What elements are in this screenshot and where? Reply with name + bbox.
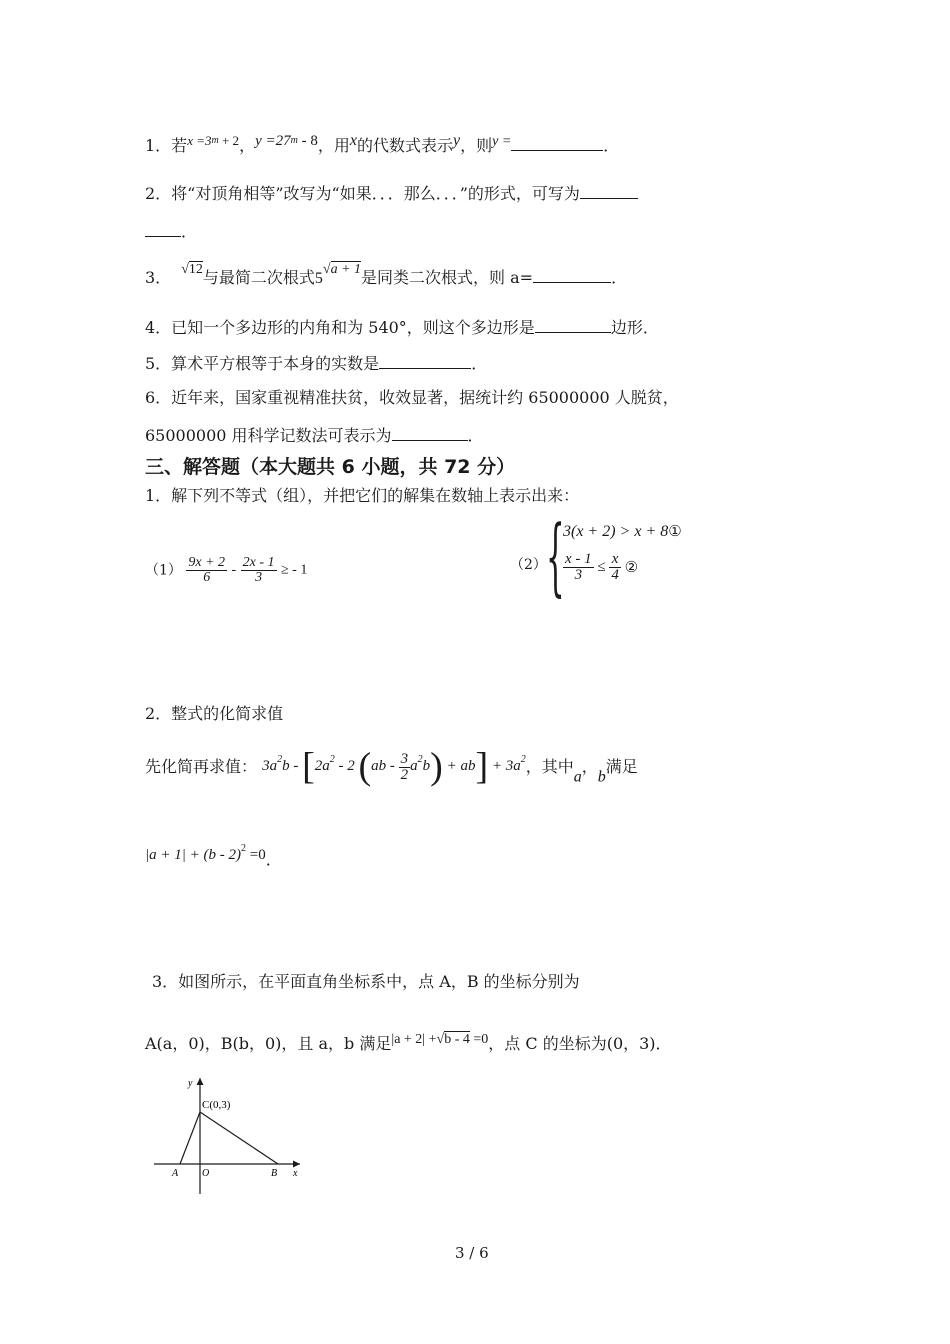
question-6-line2 xyxy=(145,428,484,444)
label-y: y xyxy=(188,1078,193,1089)
p2-lead: 先化简再求值： xyxy=(145,757,258,776)
q5-answer-blank xyxy=(379,367,471,369)
q1-x-expr: x =3 xyxy=(187,133,212,148)
p2-expr-c: 2a xyxy=(314,758,330,775)
label-x: x xyxy=(293,1168,298,1179)
p3-cond-tail: =0 xyxy=(469,1032,489,1047)
p3-cond: |a + 2| + xyxy=(391,1032,437,1047)
p3-sqrt: √b - 4 xyxy=(436,1032,470,1047)
p2-frac-den: 2 xyxy=(400,766,409,783)
p2-expr-a: 3a xyxy=(262,758,278,775)
q1-x-var: x xyxy=(349,132,357,149)
q6-end: ． xyxy=(467,426,484,445)
q3-mid: 与最简二次根式 xyxy=(202,268,315,287)
coordinate-figure xyxy=(150,1072,320,1202)
p2-right-bracket: ] xyxy=(475,746,489,788)
problem-2-expression xyxy=(145,748,638,786)
problem-2-condition xyxy=(145,843,282,869)
question-5 xyxy=(145,356,487,372)
p1-frac1-num: 9x + 2 xyxy=(188,555,226,570)
p1-frac2-den: 3 xyxy=(255,570,263,585)
q1-y-var: y xyxy=(452,132,461,149)
q3-sqrt-12: √12 xyxy=(181,262,203,277)
q6-answer-blank xyxy=(392,439,468,441)
p2-expr xyxy=(262,746,526,788)
q3-rad2: a + 1 xyxy=(330,262,362,277)
q3-sqrt-a1: √a + 1 xyxy=(322,262,362,277)
p2-tail2: 满足 xyxy=(605,757,638,776)
q3-answer-blank xyxy=(533,281,611,283)
p2-expr-f: a xyxy=(410,758,418,775)
p1-system-brace: { xyxy=(546,507,565,605)
q4-text: 4．已知一个多边形的内角和为 540°，则这个多边形是 xyxy=(145,318,535,337)
p2-left-bracket: [ xyxy=(302,746,315,788)
p2-period: ． xyxy=(265,850,282,869)
p2-expr-i: + 3a xyxy=(491,758,521,775)
p1-part2-frac1 xyxy=(563,552,594,583)
p1-part2-frac2-den: 4 xyxy=(611,567,619,583)
problem-1-intro: 1．解下列不等式（组），并把它们的解集在数轴上表示出来： xyxy=(145,486,580,505)
p1-part2-frac1-num: x - 1 xyxy=(565,551,592,567)
q4-tail: 边形． xyxy=(610,318,659,337)
q2-end: ． xyxy=(181,222,198,241)
q1-x-tail: + 2 xyxy=(218,133,240,148)
q2-text: 2．将“对顶角相等”改写为“如果．．．那么．．．”的形式，可写为 xyxy=(145,184,580,203)
q1-number: 1．若 xyxy=(145,136,188,155)
q3-rad1: 12 xyxy=(188,262,203,277)
problem-1-part1 xyxy=(145,556,307,585)
p2-expr-i-sup: 2 xyxy=(520,754,526,766)
p3-line2a: A(a，0)，B(b，0)，且 a，b 满足 xyxy=(145,1034,392,1053)
p1-frac2-num: 2x - 1 xyxy=(242,555,275,570)
problem-2-title: 2．整式的化简求值 xyxy=(145,704,284,723)
p2-expr-h: + ab xyxy=(446,758,476,775)
q3-tail: 是同类二次根式，则 a= xyxy=(361,268,534,287)
q3-coef: 5 xyxy=(314,270,323,287)
p2-comma: ， xyxy=(581,757,598,776)
q1-y-tail: - 8 xyxy=(297,133,318,149)
p1-part2-frac1-den: 3 xyxy=(574,567,583,583)
p1-part2-frac2-num: x xyxy=(609,552,621,568)
q6-line1: 6．近年来，国家重视精准扶贫，收效显著，据统计约 65000000 人脱贫， xyxy=(145,388,679,407)
question-1 xyxy=(145,132,620,155)
problem-3-line2 xyxy=(145,1032,672,1053)
q2-answer-blank-1 xyxy=(580,197,638,199)
label-b: B xyxy=(271,1168,278,1179)
p1-frac1 xyxy=(186,556,227,585)
question-4 xyxy=(145,320,659,336)
question-6-line1 xyxy=(145,390,679,406)
p1-part2-row2 xyxy=(563,552,638,583)
p2-tail1: ，其中 xyxy=(525,757,574,776)
q1-sep2: ，用 xyxy=(317,136,350,155)
p2-frac xyxy=(399,752,411,783)
label-o: O xyxy=(202,1168,210,1179)
p2-right-paren: ) xyxy=(430,746,443,788)
p3-line2b: ，点 C 的坐标为(0，3)． xyxy=(488,1034,672,1053)
q1-mid: 的代数式表示 xyxy=(356,136,453,155)
p2-expr-f-sup: 2 xyxy=(417,754,423,766)
section-3-title: 三、解答题（本大题共 6 小题，共 72 分） xyxy=(145,456,516,478)
problem-3-line1: 3．如图所示，在平面直角坐标系中，点 A，B 的坐标分别为 xyxy=(152,972,580,991)
q3-number: 3． xyxy=(145,268,172,287)
p1-frac1-den: 6 xyxy=(203,570,211,585)
p2-expr-c-sup: 2 xyxy=(329,754,335,766)
p2-frac-num: 3 xyxy=(400,750,409,767)
p2-expr-e: ab - xyxy=(371,758,395,775)
p1-part2-le: ≤ xyxy=(597,559,606,575)
p2-cond-tail: =0 xyxy=(245,847,266,863)
q1-answer-blank xyxy=(511,149,603,151)
page-number: 3 / 6 xyxy=(455,1244,489,1262)
p1-frac2 xyxy=(241,556,277,585)
label-a: A xyxy=(172,1168,179,1179)
q1-y-eq: y = xyxy=(492,134,512,149)
q1-y-expr: y =27 xyxy=(255,133,291,149)
triangle-abc xyxy=(180,1112,278,1164)
question-2-line2 xyxy=(145,224,197,240)
p2-left-paren: ( xyxy=(358,746,372,788)
p1-part2-label: （2） xyxy=(510,557,547,573)
label-c: C(0,3) xyxy=(202,1099,231,1111)
p2-var-b: b xyxy=(597,768,606,786)
p1-part2-row1 xyxy=(563,524,682,540)
q5-end: ． xyxy=(471,354,488,373)
q1-end: ． xyxy=(603,136,620,155)
question-2-line1 xyxy=(145,186,638,202)
p2-expr-a-sup: 2 xyxy=(277,754,283,766)
question-3 xyxy=(145,262,628,287)
p2-cond: |a + 1| + (b - 2) xyxy=(145,847,241,863)
p2-expr-d: - 2 xyxy=(338,758,355,775)
p1-rhs: ≥ - 1 xyxy=(280,562,308,578)
q1-y-exp: m xyxy=(290,135,298,146)
p2-cond-sup: 2 xyxy=(240,843,246,854)
q6-line2: 65000000 用科学记数法可表示为 xyxy=(145,426,392,445)
p2-var-a: a xyxy=(573,768,582,786)
q4-answer-blank xyxy=(535,331,611,333)
q2-answer-blank-2 xyxy=(145,235,181,237)
q5-text: 5．算术平方根等于本身的实数是 xyxy=(145,354,380,373)
p1-minus: - xyxy=(231,562,237,578)
p1-part2-mark2: ② xyxy=(624,558,639,576)
p1-part2-ineq1: 3(x + 2) > x + 8 xyxy=(563,523,669,540)
p1-part1-label: （1） xyxy=(145,562,182,579)
p3-rad: b - 4 xyxy=(444,1032,470,1047)
p1-part2-mark1: ① xyxy=(668,522,682,540)
q3-end: ． xyxy=(611,268,628,287)
p2-expr-b: b - xyxy=(282,758,299,775)
q1-then: ，则 xyxy=(460,136,493,155)
q1-sep1: ， xyxy=(239,136,256,155)
p1-part2-frac2 xyxy=(609,552,621,583)
q1-x-exp: m xyxy=(211,135,219,146)
p2-expr-g: b xyxy=(422,758,431,775)
